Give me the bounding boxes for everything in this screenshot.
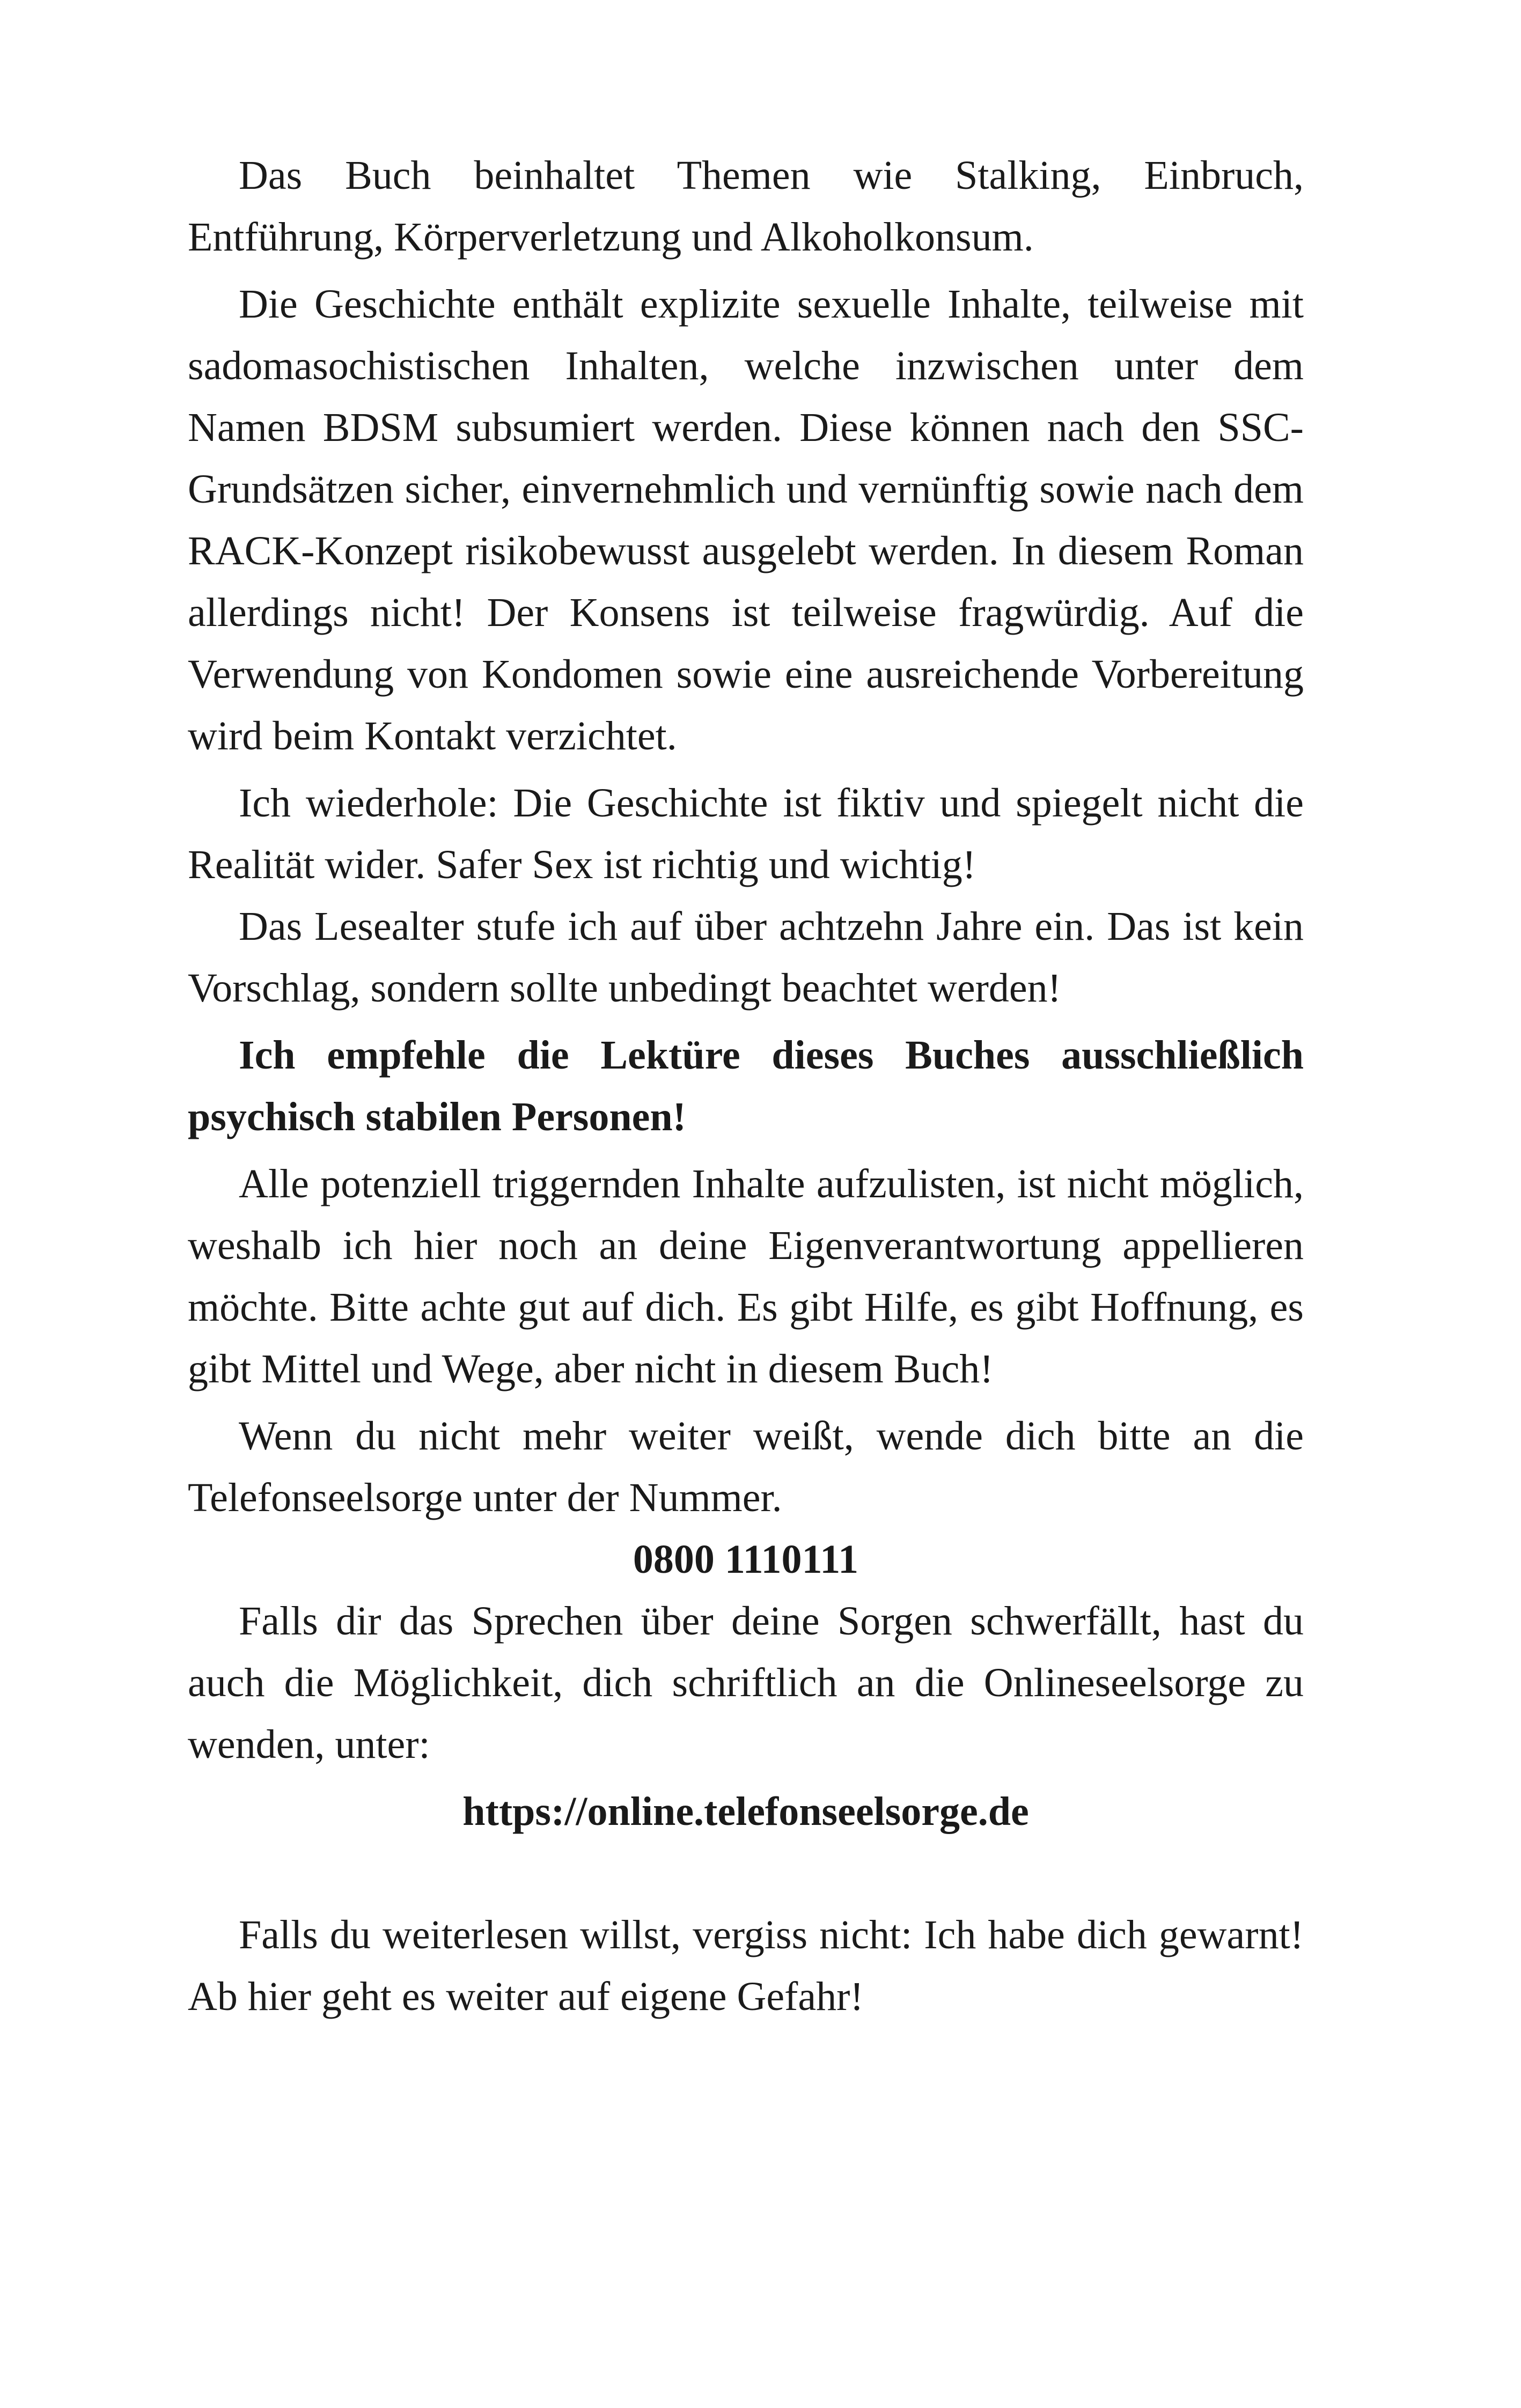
- paragraph-topics: Das Buch beinhaltet Themen wie Stalking, Einbruch, Entführung, Körperverletzung und Alkoholkonsum.: [188, 153, 1304, 260]
- paragraph-stability-warning: Ich empfehle die Lektüre dieses Buches ausschließlich psychisch stabilen Personen!: [188, 1033, 1304, 1139]
- paragraph-fiction-notice: Ich wiederhole: Die Geschichte ist fiktiv und spiegelt nicht die Realität wider. Safer Sex ist richtig und wichtig!: [188, 780, 1304, 887]
- paragraph-final-warning: Falls du weiterlesen willst, vergiss nicht: Ich habe dich gewarnt! Ab hier geht es weiter auf eigene Gefahr!: [188, 1912, 1304, 2019]
- online-help-url: https://online.telefonseelsorge.de: [462, 1789, 1029, 1834]
- paragraph-hotline-intro: Wenn du nicht mehr weiter weißt, wende dich bitte an die Telefonseelsorge unter der Nummer.: [188, 1413, 1304, 1520]
- hotline-number: 0800 1110111: [633, 1537, 859, 1582]
- paragraph-self-responsibility: Alle potenziell triggernden Inhalte aufzulisten, ist nicht möglich, weshalb ich hier noch an deine Eigenverantwortung appellieren möchte. Bitte achte gut auf dich. Es gibt Hilfe, es gibt Hoffnung, es gibt Mittel und Wege, aber nicht in diesem Buch!: [188, 1161, 1304, 1391]
- paragraph-explicit-content: Die Geschichte enthält explizite sexuelle Inhalte, teilweise mit sadomasochistischen Inhalten, welche inzwischen unter dem Namen BDSM subsumiert werden. Diese können nach den SSC-Grundsätzen sicher, einvernehmlich und vernünftig sowie nach dem RACK-Konzept risikobewusst ausgelebt werden. In diesem Roman allerdings nicht! Der Konsens ist teilweise fragwürdig. Auf die Verwendung von Kondomen sowie eine ausreichende Vorbereitung wird beim Kontakt verzichtet.: [188, 282, 1304, 759]
- warning-text-block: [188, 145, 1304, 2028]
- paragraph-online-help: Falls dir das Sprechen über deine Sorgen schwerfällt, hast du auch die Möglichkeit, dich schriftlich an die Onlineseelsorge zu wenden, unter:: [188, 1599, 1304, 1767]
- paragraph-age-rating: Das Lesealter stufe ich auf über achtzehn Jahre ein. Das ist kein Vorschlag, sondern sollte unbedingt beachtet werden!: [188, 904, 1304, 1011]
